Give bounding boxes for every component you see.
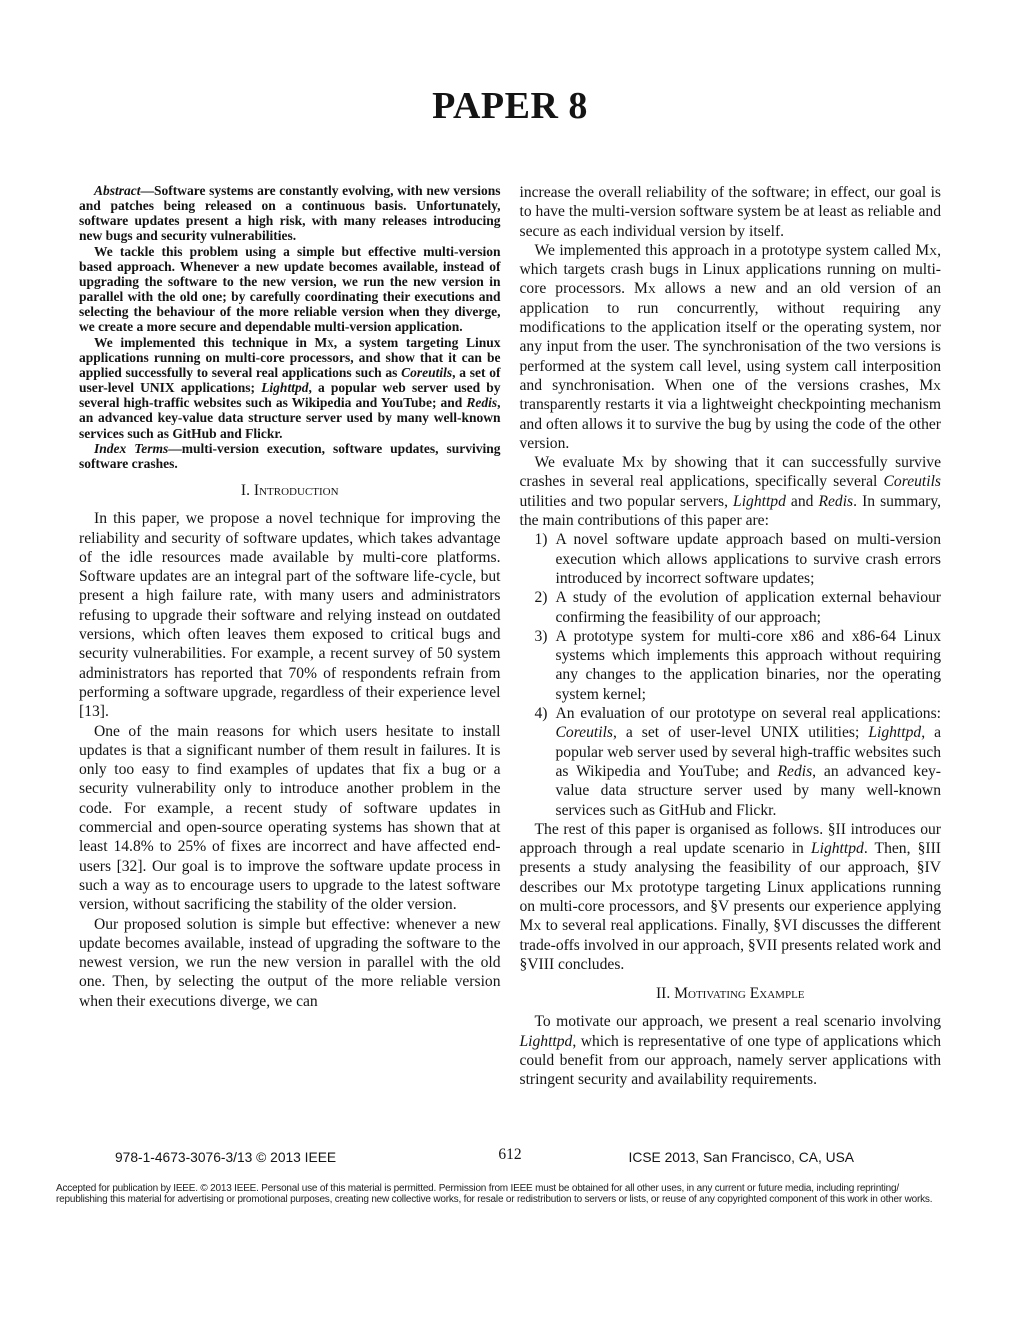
page-title: PAPER 8	[432, 85, 588, 127]
section-heading-motivating-example: II. Motivating Example	[655, 985, 805, 1003]
body-paragraph: In this paper, we propose a novel technique for improving the reliability and security of software updates, which takes advantage of the idle resources made available by multi-core platforms. Software updates are an integral part of the software life-cycle, but present a high failure rate, with many users and administrators refusing to upgrade their software and relying instead on outdated versions, which often leaves them exposed to critical bugs and security vulnerabilities. For example, a recent survey of 50 system administrators has reported that 70% of respondents refrain from performing a software upgrade, regardless of their experience level [13].	[79, 510, 501, 721]
body-paragraph: We implemented this approach in a prototype system called Mx, which targets crash bugs in Linux applications running on multi-core processors. Mx allows a new and an old version of an application to run concurrently, without requiring any modifications to the application itself or the operating system, nor any input from the user. The synchronisation of the two versions is performed at the system call level, using system call interposition and synchronisation. When one of the versions crashes, Mx transparently restarts it via a lightweight checkpointing mechanism and often allows it to survive the bug by using the code of the other version.	[519, 241, 941, 452]
item-text: A study of the evolution of application external behaviour confirming the feasibility of our approach;	[555, 589, 941, 626]
contribution-item-3	[534, 627, 942, 704]
footer-copyright: 978-1-4673-3076-3/13 © 2013 IEEE	[115, 1150, 337, 1165]
footer-page-number: 612	[498, 1146, 522, 1163]
body-paragraph: We evaluate Mx by showing that it can successfully survive crashes in several real applications, specifically several Coreutils utilities and two popular servers, Lighttpd and Redis. In summary, the main contributions of this paper are:	[519, 454, 942, 530]
abstract-paragraph-3: We implemented this technique in Mx, a system targeting Linux applications running on multi-core processors, and show that it can be applied successfully to several real applications such as Coreutils, a set of user-level UNIX applications; Lighttpd, a popular web server used by several high-traffic websites such as Wikipedia and YouTube; and Redis, an advanced key-value data structure server used by many well-known services such as GitHub and Flickr.	[79, 334, 501, 441]
contributions-list	[534, 530, 942, 819]
item-number: 2)	[534, 589, 548, 607]
item-number: 3)	[534, 627, 548, 645]
index-terms: Index Terms—multi-version execution, software updates, surviving software crashes.	[79, 440, 501, 471]
body-paragraph: The rest of this paper is organised as follows. §II introduces our approach through a real update scenario in Lighttpd. Then, §III presents a study analysing the feasibility of our approach, §IV describes our Mx prototype targeting Linux applications running on multi-core processors, and §V presents our experience applying Mx to several real applications. Finally, §VI discusses the different trade-offs involved in our approach, §VII presents related work and §VIII concludes.	[519, 820, 941, 973]
item-number: 4)	[534, 705, 548, 723]
section-heading-introduction: I. Introduction	[240, 481, 339, 499]
item-text: A prototype system for multi-core x86 and x86-64 Linux systems which implements this approach without requiring any changes to the application binaries, nor the operating system kernel;	[555, 627, 941, 703]
item-number: 1)	[534, 531, 548, 549]
two-column-layout	[79, 183, 941, 1090]
notice-line-1: Accepted for publication by IEEE. © 2013 IEEE. Personal use of this material is permitted. Permission from IEEE must be obtained for all other uses, in any current or future media, including reprinting/	[56, 1183, 899, 1194]
contribution-item-2	[534, 588, 942, 627]
item-text: A novel software update approach based on multi-version execution which allows applications to survive crash errors introduced by incorrect software updates;	[555, 531, 941, 587]
body-paragraph: increase the overall reliability of the software; in effect, our goal is to have the multi-version software system be at least as reliable and secure as each individual version by itself.	[519, 184, 941, 240]
body-paragraph: To motivate our approach, we present a real scenario involving Lighttpd, which is representative of one type of applications which could benefit from our approach, namely server applications with stringent security and availability requirements.	[519, 1013, 941, 1089]
body-paragraph: One of the main reasons for which users hesitate to install updates is that a significant number of them result in failures. It is only too easy to find examples of updates that fix a bug or a security vulnerability only to introduce another problem in the code. For example, a recent study of software updates in commercial and open-source operating systems has shown that at least 14.8% to 25% of fixes are incorrect and have affected end-users [32]. Our goal is to improve the software update process in such a way as to encourage users to upgrade to the latest software version, without sacrificing the stability of the older version.	[79, 722, 501, 914]
right-column	[520, 183, 942, 1090]
notice-line-2: republishing this material for advertising or promotional purposes, creating new collective works, for resale or redistribution to servers or lists, or reuse of any copyrighted component of this work in other works.	[56, 1193, 933, 1205]
contribution-item-1	[534, 530, 942, 588]
footer	[0, 1146, 1020, 1168]
item-text: An evaluation of our prototype on several real applications: Coreutils, a set of user-level UNIX utilities; Lighttpd, a popular web server used by several high-traffic websites such as Wikipedia and YouTube; and Redis, an advanced key-value data structure server used by many well-known services such as GitHub and Flickr.	[555, 705, 941, 819]
abstract-paragraph-2: We tackle this problem using a simple but effective multi-version based approach. Whenever a new update becomes available, instead of upgrading the software to the new version, we run the new version in parallel with the old one; by carefully coordinating their executions and selecting the behaviour of the more reliable version when they diverge, we create a more secure and dependable multi-version application.	[79, 243, 501, 335]
body-paragraph: Our proposed solution is simple but effective: whenever a new update becomes available, instead of upgrading the software to the newest version, we run the new version in parallel with the old one. Then, by selecting the output of the more reliable version when their executions diverge, we can	[79, 915, 501, 1010]
contribution-item-4	[534, 704, 942, 820]
acceptance-notice	[56, 1184, 980, 1206]
left-column	[79, 183, 501, 1090]
abstract-paragraph-1: Abstract—Software systems are constantly evolving, with new versions and patches being released on a continuous basis. Unfortunately, software updates present a high risk, with many releases introducing new bugs and security vulnerabilities.	[79, 183, 501, 244]
footer-conference: ICSE 2013, San Francisco, CA, USA	[628, 1150, 854, 1165]
